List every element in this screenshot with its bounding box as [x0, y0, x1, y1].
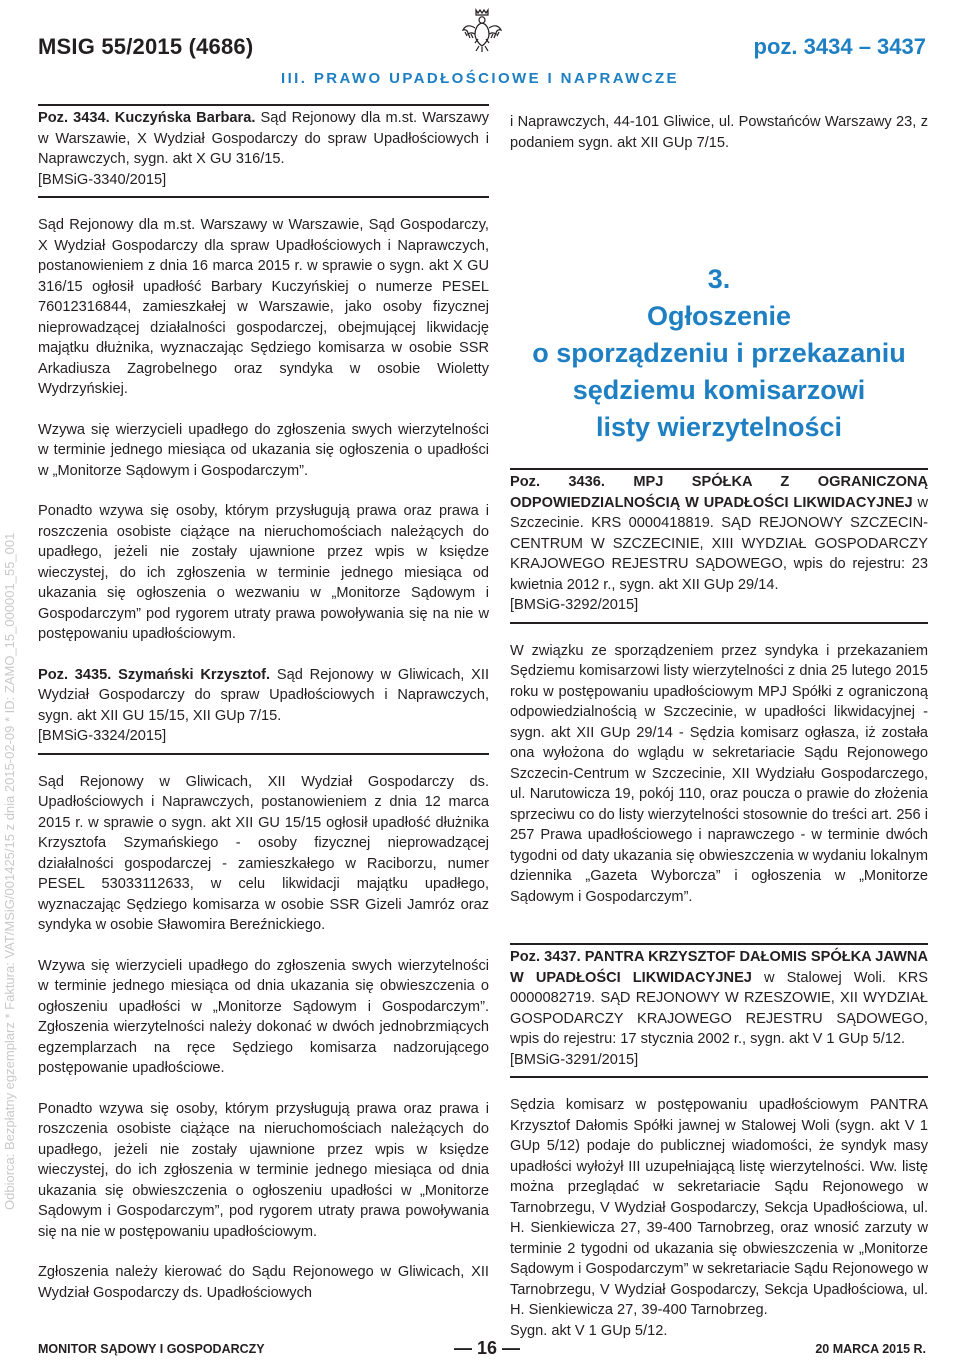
- notice-3436-court: w Szczecinie. KRS 0000418819. SĄD REJONOWY SZCZECIN-CENTRUM W SZCZECINIE, XIII WYDZIAŁ GOSPODARCZY KRAJOWEGO REJESTRU SĄDOWEGO, wpis do rejestru: 23 kwietnia 2012 r., sygn. akt XII GUp 29/14.: [510, 494, 928, 593]
- section-title-line-3: sędziemu komisarzowi: [572, 375, 866, 405]
- notice-3437-heading: [510, 947, 928, 1050]
- footer-date: 20 MARCA 2015 R.: [815, 1342, 926, 1356]
- notice-3434-ref: [BMSiG-3340/2015]: [38, 171, 167, 188]
- left-column: [38, 104, 489, 1303]
- notice-3436-heading: [510, 472, 928, 595]
- notice-3435-court: Sąd Rejonowy w Gliwicach, XII Wydział Gospodarczy do spraw Upadłościowych i Naprawczych, sygn. akt XII GU 15/15, XII GUp 7/15.: [38, 666, 489, 724]
- notice-3435-submission: Zgłoszenia należy kierować do Sądu Rejonowego w Gliwicach, XII Wydział Gospodarczy ds. Upadłościowych: [38, 1264, 489, 1301]
- entry-top-rule: [510, 943, 928, 945]
- notice-3437-court: w Stalowej Woli. KRS 0000082719. SĄD REJONOWY W RZESZOWIE, XII WYDZIAŁ GOSPODARCZY KRAJOWEGO REJESTRU SĄDOWEGO, wpis do rejestru: 17 stycznia 2002 r., sygn. akt V 1 GUp 5/12.: [510, 969, 928, 1047]
- right-column: [510, 104, 928, 1341]
- entry-divider: [38, 753, 489, 755]
- notice-3434-body: Sąd Rejonowy dla m.st. Warszawy w Warszawie, Sąd Gospodarczy, X Wydział Gospodarczy dla spraw Upadłościowych i Naprawczych, postanowieniem z dnia 16 marca 2015 r. w sprawie o sygn. akt X GU 316/15 ogłosił upadłość Barbary Kuczyńskiej o numerze PESEL 76012316844, zamieszkałej w Warszawie, jako osoby fizycznej nieprowadzącej działalności gospodarczej, obejmującej likwidację majątku dłużnika, wyznaczając Sędziego komisarza w osobie SSR Arkadiusza Zagrobelnego oraz syndyka w osobie Wioletty Wydrzyńskiej.: [38, 217, 489, 397]
- entry-top-rule: [38, 104, 489, 106]
- section-title-line-1: Ogłoszenie: [646, 301, 792, 331]
- notice-3436-title: Poz. 3436. MPJ SPÓŁKA Z OGRANICZONĄ ODPOWIEDZIALNOŚCIĄ W UPADŁOŚCI LIKWIDACYJNEJ: [510, 474, 928, 511]
- recipient-watermark: Odbiorca: Bezpłatny egzemplarz * Faktura: VAT/MSiG/001425/15 z dnia 2015-02-09 * ID: ZAMO_15_000001_55_001: [2, 532, 17, 1210]
- page-range: poz. 3434 – 3437: [753, 34, 926, 59]
- journal-issue: MSIG 55/2015 (4686): [38, 34, 254, 59]
- footer-publication: MONITOR SĄDOWY I GOSPODARCZY: [38, 1342, 265, 1356]
- notice-3434-heading: [38, 108, 489, 170]
- page-number: — 16 —: [454, 1338, 521, 1358]
- notice-3437-title: Poz. 3437. PANTRA KRZYSZTOF DAŁOMIS SPÓŁKA JAWNA W UPADŁOŚCI LIKWIDACYJNEJ: [510, 949, 928, 986]
- section-heading: [510, 261, 928, 446]
- section-title-line-4: listy wierzytelności: [595, 412, 843, 442]
- notice-3434-title: Poz. 3434. Kuczyńska Barbara.: [38, 110, 256, 126]
- notice-3435-rights-call: Ponadto wzywa się osoby, którym przysługują prawa oraz prawa i roszczenia osobiste ciążące na nieruchomościach należących do upadłego, jeżeli nie zostały ujawnione przez wpis w księdze wieczystej, do ich zgłoszenia w terminie jednego miesiąca od dnia ukazania się obwieszczenia o ogłoszeniu upadłości w „Monitorze Sądowym i Gospodarczym”, pod rygorem utraty prawa powoływania się na nie w postępowaniu upadłościowym.: [38, 1100, 489, 1240]
- notice-3435-title: Poz. 3435. Szymański Krzysztof.: [38, 666, 271, 683]
- notice-3434-court: Sąd Rejonowy dla m.st. Warszawy w Warszawie, X Wydział Gospodarczy do spraw Upadłościowych i Naprawczych, sygn. akt X GU 316/15.: [38, 110, 489, 167]
- entry-divider: [510, 622, 928, 624]
- notice-3435-heading: [38, 665, 489, 727]
- notice-3435-continuation: i Naprawczych, 44-101 Gliwice, ul. Powstańców Warszawy 23, z podaniem sygn. akt XII GUp 7/15.: [510, 114, 928, 151]
- notice-3435-ref: [BMSiG-3324/2015]: [38, 728, 167, 744]
- entry-divider: [38, 196, 489, 198]
- notice-3435-creditor-call: Wzywa się wierzycieli upadłego do zgłoszenia swych wierzytelności w terminie jednego miesiąca od dnia ukazania się obwieszczenia o ogłoszeniu upadłości w „Monitorze Sądowym i Gospodarczym”. Zgłoszenia wierzytelności należy dokonać w dwóch jednobrzmiących egzemplarzach na ręce Sędziego komisarza nadzorującego postępowanie upadłościowe.: [38, 957, 489, 1076]
- polish-eagle-emblem-icon: [462, 6, 502, 54]
- section-title-line-2: o sporządzeniu i przekazaniu: [532, 338, 906, 368]
- notice-3435-body: Sąd Rejonowy w Gliwicach, XII Wydział Gospodarczy ds. Upadłościowych i Naprawczych, postanowieniem z dnia 12 marca 2015 r. w sprawie o sygn. akt XII GU 15/15 ogłosił upadłość dłużnika Krzysztofa Szymańskiego - osoby fizycznej nieprowadzącej działalności gospodarczej - zamieszkałego w Raciborzu, numer PESEL 53033112633, w celu likwidacji majątku upadłego, wyznaczając Sędziego komisarza w osobie SSR Gizeli Jamróz oraz syndyka w osobie Sławomira Bereźnickiego.: [38, 773, 489, 933]
- entry-top-rule: [510, 468, 928, 470]
- entry-divider: [510, 1076, 928, 1078]
- notice-3437-ref: [BMSiG-3291/2015]: [510, 1051, 639, 1068]
- notice-3434-creditor-call: Wzywa się wierzycieli upadłego do zgłoszenia swych wierzytelności w terminie jednego miesiąca od ukazania się ogłoszenia o upadłości w „Monitorze Sądowym i Gospodarczym”.: [38, 421, 489, 479]
- notice-3436-body: W związku ze sporządzeniem przez syndyka i przekazaniem Sędziemu komisarzowi listy wierzytelności z dnia 25 lutego 2015 roku w postępowaniu upadłościowym MPJ Spółki z ograniczoną odpowiedzialnością w Szczecinie, w upadłości likwidacyjnej - sygn. akt XII GUp 29/14 - Sędzia komisarz ogłasza, iż została ona wyłożona do wglądu w sekretariacie Sądu Rejonowego Szczecin-Centrum w Szczecinie, XII Wydziału Gospodarczego, ul. Narutowicza 19, pokój 110, oraz poucza o prawie do złożenia sprzeciwu co do listy wierzytelności stosownie do treści art. 256 i 257 Prawa upadłościowego i naprawczego - w terminie dwóch tygodni od daty ukazania się obwieszczenia w wydaniu lokalnym dziennika „Gazeta Wyborcza” i ogłoszenia w „Monitorze Sądowym i Gospodarczym”.: [510, 642, 928, 905]
- section-number: 3.: [707, 264, 731, 294]
- notice-3437-sygn: Sygn. akt V 1 GUp 5/12.: [510, 1322, 668, 1339]
- notice-3437-body: Sędzia komisarz w postępowaniu upadłościowym PANTRA Krzysztof Dałomis Spółki jawnej w Stalowej Woli (sygn. akt V 1 GUp 5/12) podaje do publicznej wiadomości, że syndyk masy upadłości wyłożył III uzupełniającą listę wierzytelności. Ww. listę można przeglądać w sekretariacie Sądu Rejonowego w Tarnobrzegu, V Wydział Gospodarczy, Sekcja Upadłościowa, ul. H. Sienkiewicza 27, 39-400 Tarnobrzeg, oraz wnosić zarzuty w terminie 2 tygodni od ukazania się obwieszczenia w „Monitorze Sądowym i Gospodarczym” w sekretariacie Sądu Rejonowego w Tarnobrzegu, V Wydział Gospodarczy, Sekcja Upadłościowa, ul. H. Sienkiewicza 27, 39-400 Tarnobrzeg.: [510, 1097, 928, 1318]
- notice-3436-ref: [BMSiG-3292/2015]: [510, 597, 639, 613]
- notice-3434-rights-call: Ponadto wzywa się osoby, którym przysługują prawa oraz prawa i roszczenia osobiste ciążące na nieruchomościach należących do upadłego, jeżeli nie zostały ujawnione przez wpis w księdze wieczystej, do ich zgłoszenia w terminie jednego miesiąca od ukazania się ogłoszenia o wezwaniu w „Monitorze Sądowym i Gospodarczym” pod rygorem utraty prawa powoływania się na nie w postępowaniu upadłościowym.: [38, 503, 489, 642]
- section-title: III. PRAWO UPADŁOŚCIOWE I NAPRAWCZE: [281, 70, 679, 87]
